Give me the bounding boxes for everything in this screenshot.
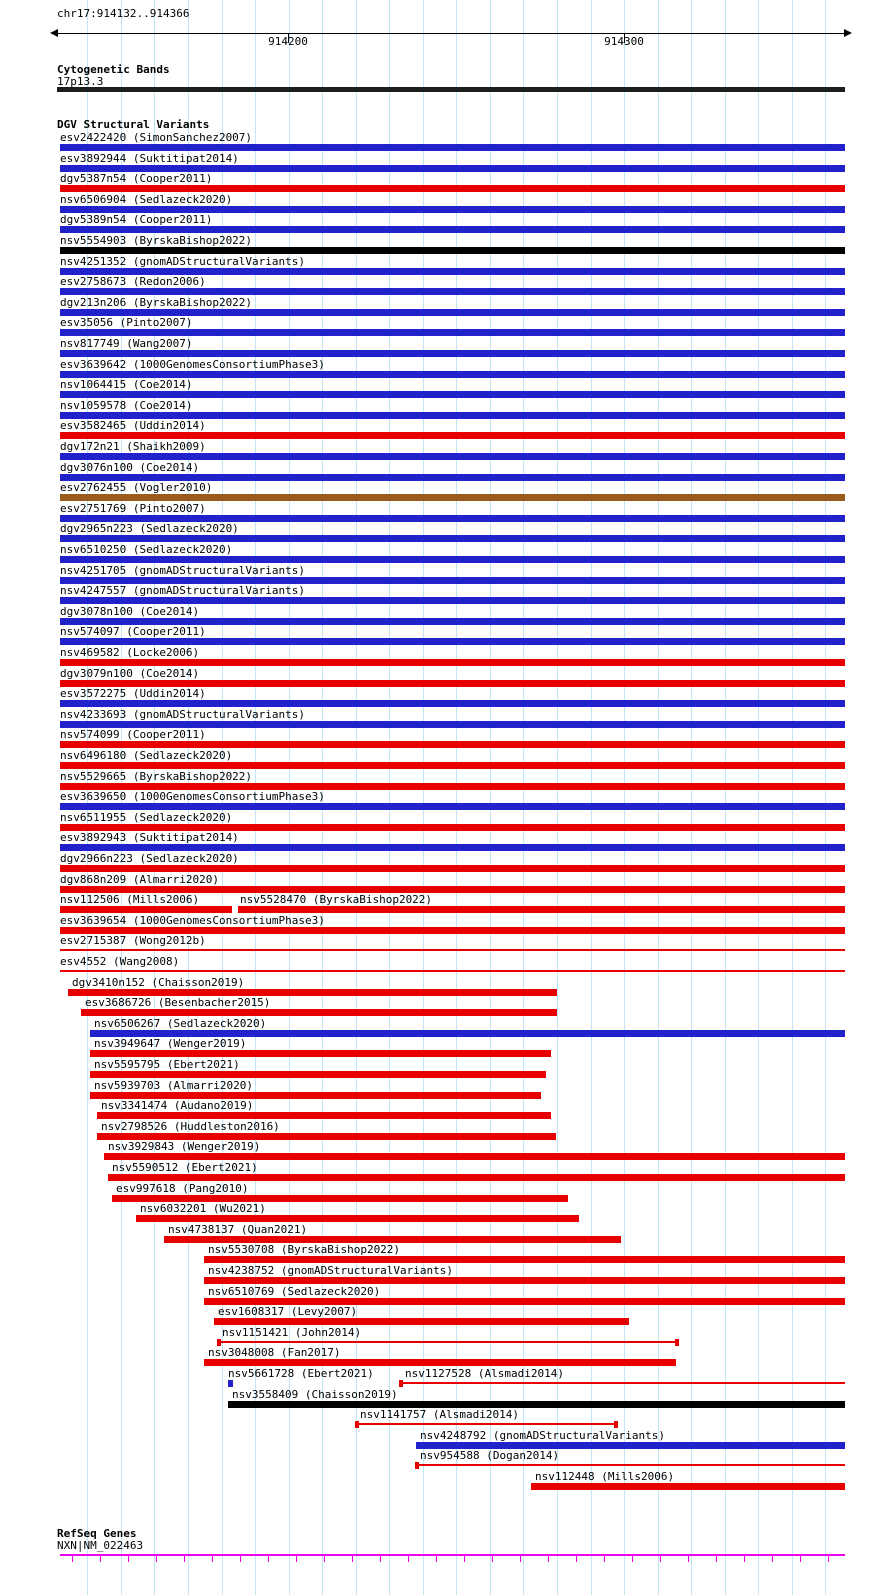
variant-bar[interactable] <box>104 1153 845 1160</box>
variant-label[interactable]: nsv3048008 (Fan2017) <box>208 1346 341 1359</box>
variant-bar[interactable] <box>60 432 845 439</box>
variant-bar[interactable] <box>60 350 845 357</box>
variant-bar[interactable] <box>112 1195 568 1202</box>
grid-line <box>423 0 424 1595</box>
grid-line <box>591 0 592 1595</box>
variant-bar[interactable] <box>97 1133 556 1140</box>
variant-label[interactable]: nsv5528470 (ByrskaBishop2022) <box>240 893 433 906</box>
variant-bar[interactable] <box>60 741 845 748</box>
ruler-tick-label: 914300 <box>604 35 644 48</box>
variant-endcap <box>675 1339 679 1346</box>
variant-label[interactable]: nsv3929843 (Wenger2019) <box>108 1140 261 1153</box>
variant-label[interactable]: nsv5554903 (ByrskaBishop2022) <box>60 234 253 247</box>
variant-bar[interactable] <box>60 783 845 790</box>
variant-label[interactable]: nsv2798526 (Huddleston2016) <box>101 1120 280 1133</box>
variant-label[interactable]: dgv2965n223 (Sedlazeck2020) <box>60 522 239 535</box>
gene-structure-tick <box>184 1556 185 1562</box>
gene-structure-tick <box>324 1556 325 1562</box>
variant-label[interactable]: esv997618 (Pang2010) <box>116 1182 249 1195</box>
variant-label[interactable]: nsv5661728 (Ebert2021) <box>228 1367 374 1380</box>
gene-structure-tick <box>548 1556 549 1562</box>
variant-label[interactable]: esv3639654 (1000GenomesConsortiumPhase3) <box>60 914 325 927</box>
grid-line <box>825 0 826 1595</box>
gene-structure-tick <box>800 1556 801 1562</box>
variant-bar[interactable] <box>238 906 845 913</box>
grid-line <box>658 0 659 1595</box>
variant-bar[interactable] <box>204 1256 845 1263</box>
variant-bar[interactable] <box>60 927 845 934</box>
variant-bar[interactable] <box>60 700 845 707</box>
variant-label[interactable]: esv2762455 (Vogler2010) <box>60 481 213 494</box>
variant-bar[interactable] <box>60 597 845 604</box>
variant-bar[interactable] <box>60 680 845 687</box>
variant-bar[interactable] <box>60 309 845 316</box>
gene-structure-tick <box>464 1556 465 1562</box>
variant-bar[interactable] <box>90 1030 845 1037</box>
variant-label[interactable]: nsv1064415 (Coe2014) <box>60 378 193 391</box>
variant-bar[interactable] <box>204 1359 676 1366</box>
variant-label[interactable]: nsv112506 (Mills2006) <box>60 893 200 906</box>
variant-endcap <box>614 1421 618 1428</box>
variant-label[interactable]: nsv3341474 (Audano2019) <box>101 1099 254 1112</box>
variant-bar[interactable] <box>164 1236 621 1243</box>
variant-label[interactable]: dgv5389n54 (Cooper2011) <box>60 213 213 226</box>
variant-bar[interactable] <box>90 1050 551 1057</box>
ruler-tick-label: 914200 <box>268 35 308 48</box>
variant-label[interactable]: nsv6510769 (Sedlazeck2020) <box>208 1285 381 1298</box>
variant-bar[interactable] <box>60 268 845 275</box>
variant-bar[interactable] <box>228 1401 845 1408</box>
variant-label[interactable]: nsv1141757 (Alsmadi2014) <box>360 1408 519 1421</box>
variant-label[interactable]: esv3686726 (Besenbacher2015) <box>85 996 271 1009</box>
variant-point[interactable] <box>228 1380 233 1387</box>
gene-structure-tick <box>492 1556 493 1562</box>
gene-structure-tick <box>632 1556 633 1562</box>
variant-label[interactable]: esv3582465 (Uddin2014) <box>60 419 206 432</box>
grid-line <box>725 0 726 1595</box>
variant-label[interactable]: nsv469582 (Locke2006) <box>60 646 200 659</box>
variant-label[interactable]: esv3572275 (Uddin2014) <box>60 687 206 700</box>
variant-label[interactable]: nsv112448 (Mills2006) <box>535 1470 675 1483</box>
variant-bar[interactable] <box>60 535 845 542</box>
variant-bar[interactable] <box>60 659 845 666</box>
refseq-gene-name[interactable]: NXN|NM_022463 <box>57 1539 144 1552</box>
variant-line[interactable] <box>218 1341 679 1343</box>
variant-bar[interactable] <box>60 453 845 460</box>
cytoband-name[interactable]: 17p13.3 <box>57 75 104 88</box>
gene-structure-tick <box>660 1556 661 1562</box>
gene-structure-tick <box>380 1556 381 1562</box>
variant-label[interactable]: esv4552 (Wang2008) <box>60 955 180 968</box>
variant-bar[interactable] <box>60 494 845 501</box>
variant-bar[interactable] <box>60 288 845 295</box>
variant-bar[interactable] <box>60 412 845 419</box>
variant-line[interactable] <box>60 949 845 951</box>
variant-bar[interactable] <box>81 1009 557 1016</box>
variant-bar[interactable] <box>68 989 557 996</box>
variant-bar[interactable] <box>60 515 845 522</box>
variant-label[interactable]: dgv213n206 (ByrskaBishop2022) <box>60 296 253 309</box>
variant-bar[interactable] <box>214 1318 629 1325</box>
variant-label[interactable]: dgv868n209 (Almarri2020) <box>60 873 219 886</box>
variant-label[interactable]: esv2751769 (Pinto2007) <box>60 502 206 515</box>
gene-structure-tick <box>828 1556 829 1562</box>
variant-bar[interactable] <box>90 1092 541 1099</box>
variant-bar[interactable] <box>60 165 845 172</box>
gene-structure-tick <box>604 1556 605 1562</box>
variant-label[interactable]: nsv5529665 (ByrskaBishop2022) <box>60 770 253 783</box>
grid-line <box>557 0 558 1595</box>
variant-label[interactable]: nsv1127528 (Alsmadi2014) <box>405 1367 564 1380</box>
variant-bar[interactable] <box>204 1298 845 1305</box>
variant-label[interactable]: nsv4247557 (gnomADStructuralVariants) <box>60 584 306 597</box>
grid-line <box>389 0 390 1595</box>
variant-bar[interactable] <box>108 1174 845 1181</box>
variant-line[interactable] <box>60 970 845 972</box>
variant-bar[interactable] <box>60 247 845 254</box>
variant-label[interactable]: nsv4238752 (gnomADStructuralVariants) <box>208 1264 454 1277</box>
variant-label[interactable]: nsv4251352 (gnomADStructuralVariants) <box>60 255 306 268</box>
variant-bar[interactable] <box>97 1112 551 1119</box>
variant-bar[interactable] <box>60 618 845 625</box>
gene-structure-tick <box>408 1556 409 1562</box>
ruler-left-arrow-icon <box>50 29 58 37</box>
variant-label[interactable]: nsv5939703 (Almarri2020) <box>94 1079 253 1092</box>
variant-endcap <box>355 1421 359 1428</box>
variant-label[interactable]: dgv3410n152 (Chaisson2019) <box>72 976 245 989</box>
variant-label[interactable]: dgv3078n100 (Coe2014) <box>60 605 200 618</box>
gene-structure-tick <box>688 1556 689 1562</box>
variant-label[interactable]: nsv5595795 (Ebert2021) <box>94 1058 240 1071</box>
variant-bar[interactable] <box>60 803 845 810</box>
variant-bar[interactable] <box>60 865 845 872</box>
variant-line[interactable] <box>400 1382 845 1384</box>
variant-label[interactable]: nsv4738137 (Quan2021) <box>168 1223 308 1236</box>
gene-structure-tick <box>212 1556 213 1562</box>
variant-bar[interactable] <box>204 1277 845 1284</box>
dgv-section-title: DGV Structural Variants <box>57 118 210 131</box>
variant-label[interactable]: nsv5590512 (Ebert2021) <box>112 1161 258 1174</box>
variant-label[interactable]: nsv4251705 (gnomADStructuralVariants) <box>60 564 306 577</box>
gene-structure-tick <box>520 1556 521 1562</box>
gene-structure-tick <box>716 1556 717 1562</box>
grid-line <box>758 0 759 1595</box>
variant-label[interactable]: nsv3558409 (Chaisson2019) <box>232 1388 398 1401</box>
cytoband-bar[interactable] <box>57 87 845 92</box>
variant-bar[interactable] <box>60 577 845 584</box>
variant-bar[interactable] <box>60 329 845 336</box>
gene-structure-tick <box>352 1556 353 1562</box>
gene-structure-tick <box>268 1556 269 1562</box>
variant-label[interactable]: nsv1059578 (Coe2014) <box>60 399 193 412</box>
grid-line <box>356 0 357 1595</box>
variant-label[interactable]: esv3892944 (Suktitipat2014) <box>60 152 239 165</box>
variant-label[interactable]: nsv5530708 (ByrskaBishop2022) <box>208 1243 401 1256</box>
variant-endcap <box>399 1380 403 1387</box>
variant-endcap <box>217 1339 221 1346</box>
gene-structure-tick <box>772 1556 773 1562</box>
variant-label[interactable]: esv3639642 (1000GenomesConsortiumPhase3) <box>60 358 325 371</box>
gene-structure-tick <box>436 1556 437 1562</box>
variant-label[interactable]: nsv954588 (Dogan2014) <box>420 1449 560 1462</box>
variant-bar[interactable] <box>60 226 845 233</box>
gene-structure-tick <box>72 1556 73 1562</box>
variant-label[interactable]: nsv1151421 (John2014) <box>222 1326 362 1339</box>
variant-label[interactable]: nsv3949647 (Wenger2019) <box>94 1037 247 1050</box>
cytoband-section-title: Cytogenetic Bands <box>57 63 170 76</box>
variant-label[interactable]: esv3892943 (Suktitipat2014) <box>60 831 239 844</box>
variant-label[interactable]: nsv817749 (Wang2007) <box>60 337 193 350</box>
variant-bar[interactable] <box>60 638 845 645</box>
variant-bar[interactable] <box>60 844 845 851</box>
ruler-line <box>58 33 844 34</box>
variant-bar[interactable] <box>531 1483 845 1490</box>
variant-bar[interactable] <box>136 1215 579 1222</box>
variant-label[interactable]: nsv574097 (Cooper2011) <box>60 625 206 638</box>
variant-label[interactable]: esv1608317 (Levy2007) <box>218 1305 358 1318</box>
variant-bar[interactable] <box>60 886 845 893</box>
gene-structure-tick <box>128 1556 129 1562</box>
grid-line <box>792 0 793 1595</box>
variant-label[interactable]: esv3639650 (1000GenomesConsortiumPhase3) <box>60 790 325 803</box>
grid-line <box>456 0 457 1595</box>
variant-bar[interactable] <box>60 474 845 481</box>
variant-line[interactable] <box>416 1464 845 1466</box>
variant-label[interactable]: nsv6032201 (Wu2021) <box>140 1202 266 1215</box>
variant-label[interactable]: nsv6506904 (Sedlazeck2020) <box>60 193 233 206</box>
variant-label[interactable]: nsv6510250 (Sedlazeck2020) <box>60 543 233 556</box>
variant-bar[interactable] <box>60 906 232 913</box>
gene-structure-tick <box>156 1556 157 1562</box>
variant-bar[interactable] <box>60 206 845 213</box>
variant-bar[interactable] <box>60 824 845 831</box>
region-coordinates: chr17:914132..914366 <box>57 7 190 20</box>
refseq-gene-line[interactable] <box>60 1554 845 1556</box>
variant-label[interactable]: nsv6506267 (Sedlazeck2020) <box>94 1017 267 1030</box>
variant-bar[interactable] <box>60 391 845 398</box>
variant-label[interactable]: dgv5387n54 (Cooper2011) <box>60 172 213 185</box>
grid-line <box>691 0 692 1595</box>
variant-bar[interactable] <box>60 556 845 563</box>
variant-endcap <box>415 1462 419 1469</box>
variant-label[interactable]: nsv4233693 (gnomADStructuralVariants) <box>60 708 306 721</box>
variant-line[interactable] <box>356 1423 618 1425</box>
variant-bar[interactable] <box>416 1442 845 1449</box>
variant-label[interactable]: nsv6511955 (Sedlazeck2020) <box>60 811 233 824</box>
variant-label[interactable]: esv35056 (Pinto2007) <box>60 316 193 329</box>
variant-label[interactable]: esv2758673 (Redon2006) <box>60 275 206 288</box>
variant-bar[interactable] <box>90 1071 546 1078</box>
variant-label[interactable]: nsv574099 (Cooper2011) <box>60 728 206 741</box>
variant-label[interactable]: esv2715387 (Wong2012b) <box>60 934 206 947</box>
variant-bar[interactable] <box>60 144 845 151</box>
gene-structure-tick <box>576 1556 577 1562</box>
ruler-right-arrow-icon <box>844 29 852 37</box>
variant-bar[interactable] <box>60 371 845 378</box>
variant-label[interactable]: dgv3079n100 (Coe2014) <box>60 667 200 680</box>
grid-line <box>523 0 524 1595</box>
variant-label[interactable]: esv2422420 (SimonSanchez2007) <box>60 131 253 144</box>
refseq-section-title: RefSeq Genes <box>57 1527 137 1540</box>
gene-structure-tick <box>100 1556 101 1562</box>
grid-line <box>490 0 491 1595</box>
gene-structure-tick <box>744 1556 745 1562</box>
variant-label[interactable]: nsv6496180 (Sedlazeck2020) <box>60 749 233 762</box>
variant-label[interactable]: dgv3076n100 (Coe2014) <box>60 461 200 474</box>
gene-structure-tick <box>296 1556 297 1562</box>
variant-bar[interactable] <box>60 185 845 192</box>
variant-bar[interactable] <box>60 762 845 769</box>
variant-label[interactable]: dgv2966n223 (Sedlazeck2020) <box>60 852 239 865</box>
grid-line <box>624 0 625 1595</box>
gene-structure-tick <box>240 1556 241 1562</box>
variant-label[interactable]: dgv172n21 (Shaikh2009) <box>60 440 206 453</box>
variant-label[interactable]: nsv4248792 (gnomADStructuralVariants) <box>420 1429 666 1442</box>
variant-bar[interactable] <box>60 721 845 728</box>
